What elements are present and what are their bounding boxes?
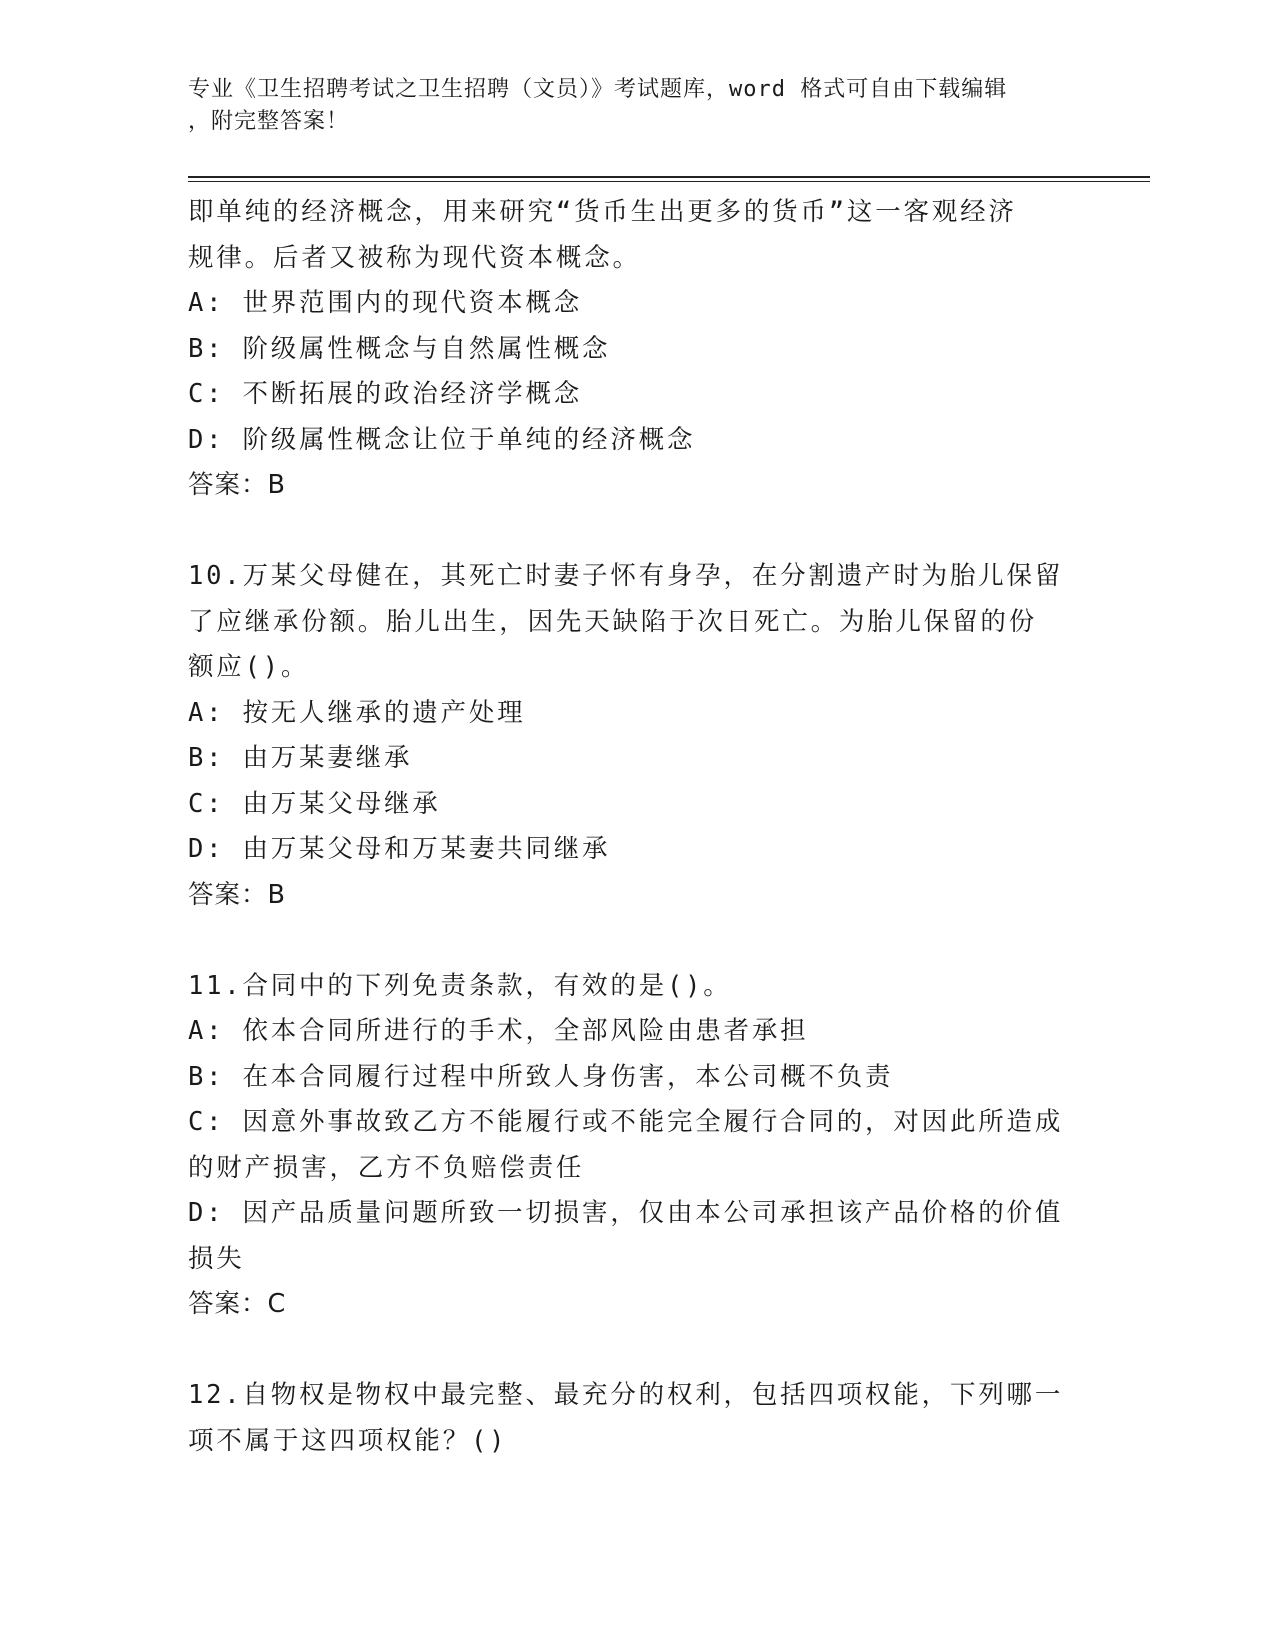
- question-text-line: 即单纯的经济概念，用来研究“货币生出更多的货币”这一客观经济: [188, 197, 1017, 227]
- header-divider-thin: [188, 181, 1150, 182]
- option-b: B: 在本合同履行过程中所致人身伤害，本公司概不负责: [188, 1061, 894, 1092]
- header-divider: [188, 176, 1150, 178]
- option-c: C: 因意外事故致乙方不能履行或不能完全履行合同的，对因此所造成: [188, 1107, 1064, 1137]
- option-d: D: 阶级属性概念让位于单纯的经济概念: [188, 424, 696, 455]
- spacer: [188, 509, 1088, 555]
- question-stem-line: 项不属于这四项权能？(): [188, 1425, 508, 1456]
- question-10: [188, 554, 1088, 918]
- option-d: D: 由万某父母和万某妻共同继承: [188, 834, 611, 864]
- question-9: [188, 190, 1088, 509]
- header-line-1: 专业《卫生招聘考试之卫生招聘（文员）》考试题库，word 格式可自由下载编辑: [188, 77, 1008, 102]
- option-a: A: 世界范围内的现代资本概念: [188, 288, 583, 318]
- option-c: C: 不断拓展的政治经济学概念: [188, 379, 583, 409]
- question-stem-line: 12.自物权是物权中最完整、最充分的权利，包括四项权能，下列哪一: [188, 1380, 1064, 1410]
- option-c: C: 由万某父母继承: [188, 788, 441, 819]
- option-d: D: 因产品质量问题所致一切损害，仅由本公司承担该产品价格的价值: [188, 1198, 1064, 1228]
- option-b: B: 由万某妻继承: [188, 743, 413, 773]
- option-a: A: 按无人继承的遗产处理: [188, 697, 526, 728]
- answer-line: 答案：B: [188, 470, 286, 500]
- answer-line: 答案：B: [188, 879, 286, 910]
- option-c-continued: 的财产损害，乙方不负赔偿责任: [188, 1152, 585, 1183]
- option-d-continued: 损失: [188, 1243, 245, 1274]
- document-header: [188, 74, 1068, 138]
- spacer: [188, 1328, 1088, 1374]
- question-11: [188, 964, 1088, 1328]
- question-stem-line: 了应继承份额。胎儿出生，因先天缺陷于次日死亡。为胎儿保留的份: [188, 606, 1038, 637]
- option-b: B: 阶级属性概念与自然属性概念: [188, 333, 611, 364]
- question-stem-line: 额应()。: [188, 652, 310, 682]
- question-content: [188, 190, 1088, 1464]
- question-text-line: 规律。后者又被称为现代资本概念。: [188, 242, 641, 273]
- question-12: [188, 1373, 1088, 1464]
- spacer: [188, 918, 1088, 964]
- option-a: A: 依本合同所进行的手术，全部风险由患者承担: [188, 1016, 809, 1046]
- question-stem-line: 10.万某父母健在，其死亡时妻子怀有身孕，在分割遗产时为胎儿保留: [188, 561, 1064, 591]
- header-line-2: ，附完整答案！: [188, 109, 350, 134]
- answer-line: 答案：C: [188, 1289, 287, 1319]
- question-stem-line: 11.合同中的下列免责条款，有效的是()。: [188, 970, 732, 1001]
